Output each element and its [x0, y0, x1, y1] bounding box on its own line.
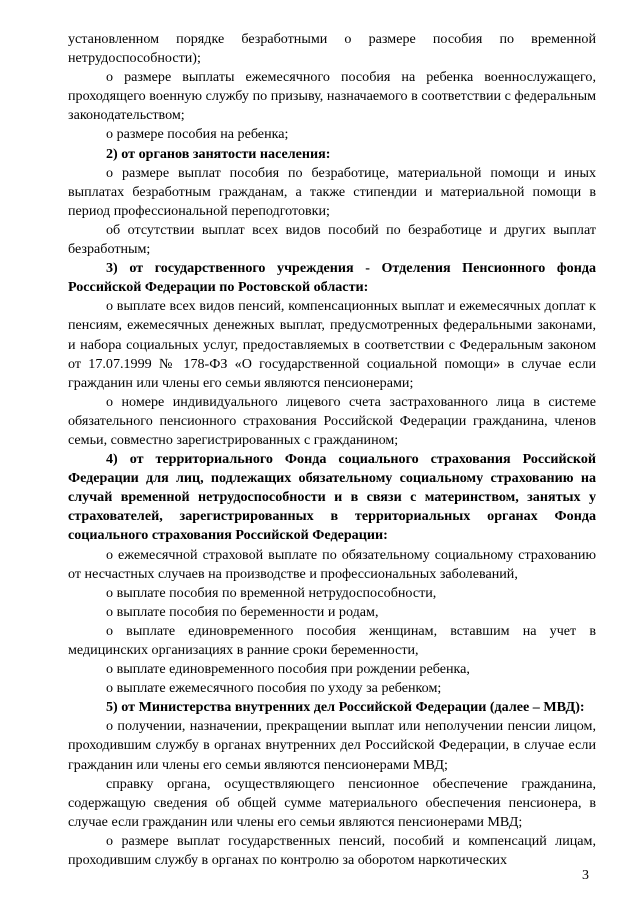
paragraph: о выплате ежемесячного пособия по уходу за ребенком; [106, 680, 442, 697]
page-number: 3 [582, 868, 589, 883]
paragraph: о выплате единовременного пособия женщинам, вставшим на учет в медицинских организациях в ранние сроки беременности, [68, 622, 596, 658]
paragraph: о размере выплаты ежемесячного пособия на ребенка военнослужащего, проходящего военную службу по призыву, назначаемого в соответствии с федеральным законодательством; [68, 69, 596, 124]
section-heading: 3) от государственного учреждения - Отделения Пенсионного фонда Российской Федерации по Ростовской области: [68, 260, 596, 296]
paragraph: о размере пособия на ребенка; [106, 126, 289, 143]
paragraph: о выплате пособия по беременности и родам, [106, 603, 379, 620]
paragraph: установленном порядке безработными о размере пособия по временной нетрудоспособности); [68, 31, 596, 67]
paragraph: о размере выплат государственных пенсий, пособий и компенсаций лицам, проходившим службу в органах по контролю за оборотом наркотических [68, 832, 596, 869]
paragraph: о выплате всех видов пенсий, компенсационных выплат и ежемесячных доплат к пенсиям, ежемесячных денежных выплат, предусмотренных федеральными законами, и набора социальных услуг, предоставляемых в соответствии с Федеральным законом от 17.07.1999 № 178-ФЗ «О государственной социальной помощи» в случае если гражданин или члены его семьи являются пенсионерами; [68, 298, 596, 391]
document-page [68, 30, 596, 870]
paragraph: о ежемесячной страховой выплате по обязательному социальному страхованию от несчастных случаев на производстве и профессиональных заболеваний, [68, 546, 596, 582]
paragraph: справку органа, осуществляющего пенсионное обеспечение гражданина, содержащую сведения об общей сумме материального обеспечения пенсионера, в случае если гражданин или члены его семьи являются пенсионерами МВД; [68, 775, 596, 830]
section-heading: 5) от Министерства внутренних дел Российской Федерации (далее – МВД): [106, 699, 585, 716]
paragraph: об отсутствии выплат всех видов пособий по безработице и других выплат безработным; [68, 221, 596, 258]
paragraph: о размере выплат пособия по безработице, материальной помощи и иных выплатах безработным гражданам, а также стипендии и материальной помощи в период профессиональной переподготовки; [68, 164, 596, 219]
paragraph: о выплате единовременного пособия при рождении ребенка, [106, 661, 470, 678]
paragraph: о номере индивидуального лицевого счета застрахованного лица в системе обязательного пенсионного страхования Российской Федерации гражданина, членов семьи, совместно зарегистрированных с гражданином; [68, 393, 596, 448]
paragraph: о выплате пособия по временной нетрудоспособности, [106, 584, 437, 601]
section-heading: 2) от органов занятости населения: [106, 145, 331, 162]
paragraph: о получении, назначении, прекращении выплат или неполучении пенсии лицом, проходившим службу в органах внутренних дел Российской Федерации, в случае если гражданин или члены его семьи являются пенсионерами МВД; [68, 718, 596, 773]
section-heading: 4) от территориального Фонда социального страхования Российской Федерации для лиц, подлежащих обязательному социальному страхованию на случай временной нетрудоспособности и в связи с материнством, занятых у страхователей, зарегистрированных в территориальных органах Фонда социального страхования Российской Федерации: [68, 451, 596, 544]
